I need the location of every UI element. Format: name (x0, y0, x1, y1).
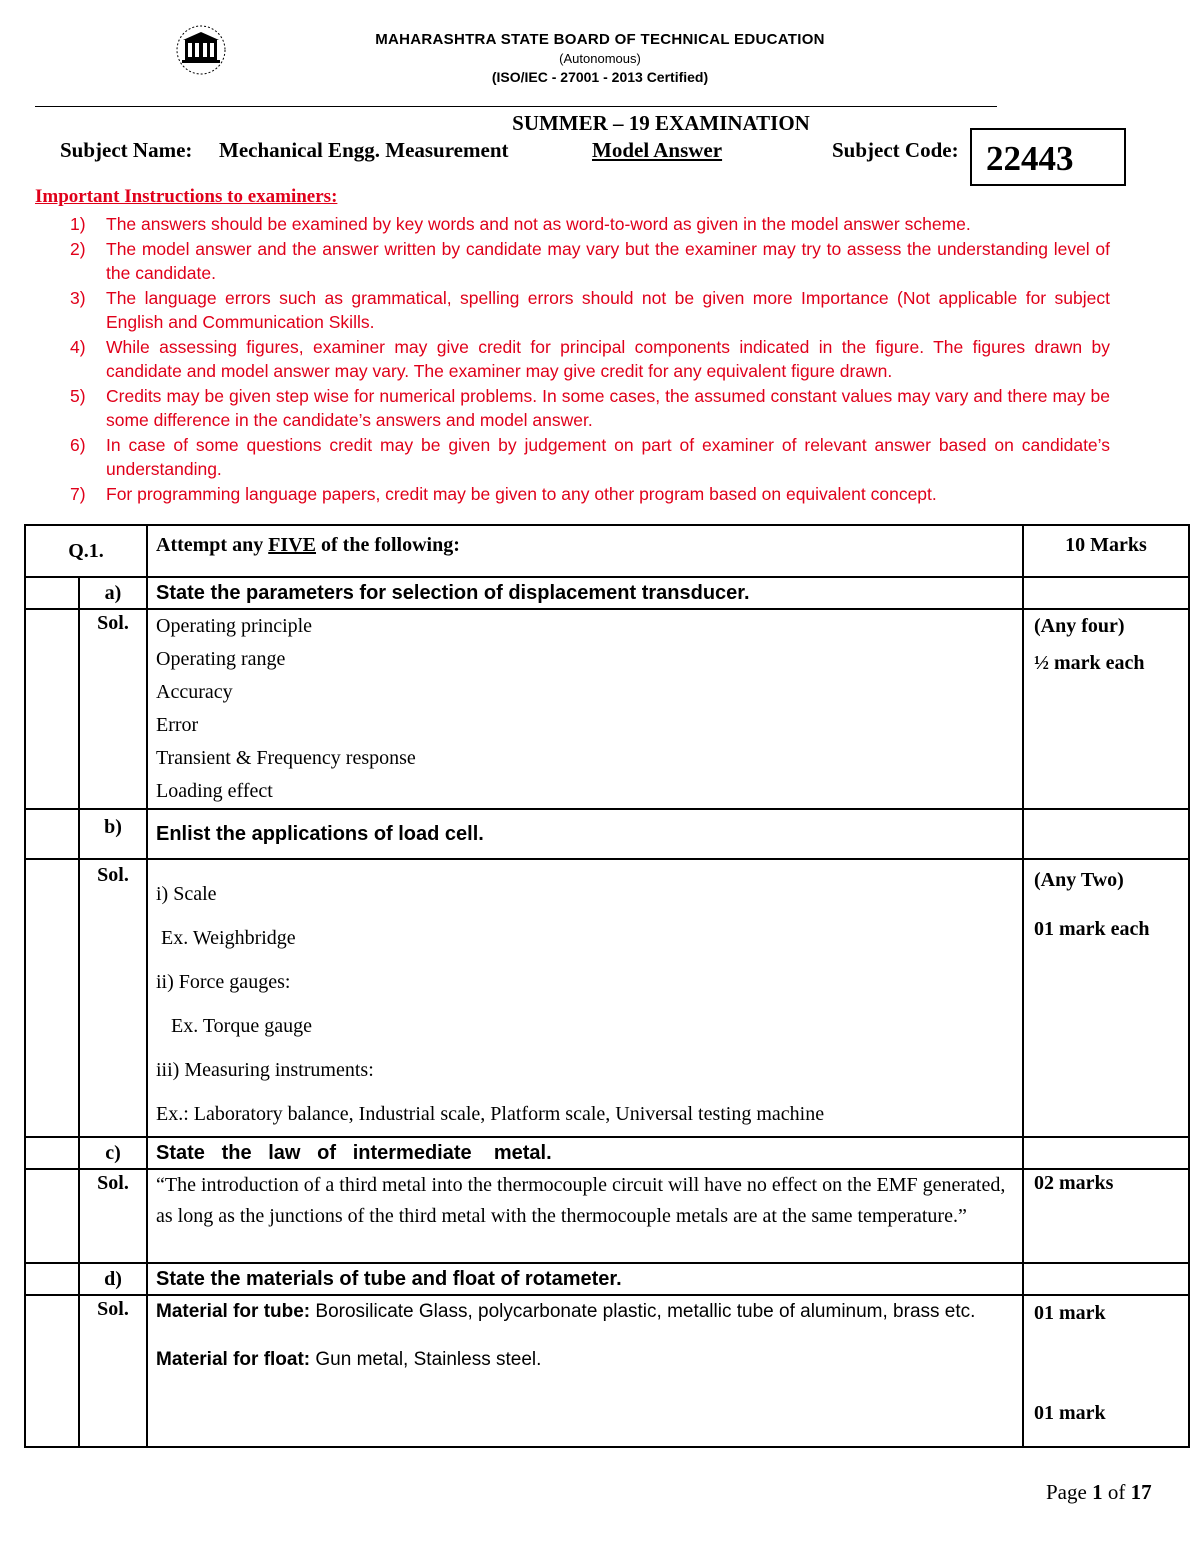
table-row (25, 1169, 1189, 1263)
blank-cell (1023, 1137, 1189, 1169)
sol-label: Sol. (79, 859, 147, 1137)
subject-name-label: Subject Name: (60, 138, 193, 162)
float-material-label: Material for float: (156, 1349, 311, 1370)
marks-note: 01 mark (1034, 1302, 1106, 1324)
marks-note: (Any four) (1034, 615, 1125, 637)
answer-item: iii) Measuring instruments: (156, 1059, 374, 1081)
instructions-list (70, 212, 1110, 506)
float-material (156, 1344, 1014, 1376)
table-row (25, 1137, 1189, 1169)
blank-cell (25, 1169, 79, 1263)
marks-note: 02 marks (1023, 1169, 1189, 1263)
tube-material-text: Borosilicate Glass, polycarbonate plastic, metallic tube of aluminum, brass etc. (310, 1301, 976, 1322)
answer-item: Ex.: Laboratory balance, Industrial scale, Platform scale, Universal testing machine (156, 1103, 825, 1125)
board-name: MAHARASHTRA STATE BOARD OF TECHNICAL EDUCATION (375, 31, 825, 48)
blank-cell (25, 577, 79, 609)
marks-cell (1023, 1295, 1189, 1447)
answer-list (147, 859, 1023, 1137)
instruction-text: The answers should be examined by key words and not as word-to-word as given in the model answer scheme. (106, 214, 971, 234)
instruction-text: While assessing figures, examiner may give credit for principal components indicated in the figure. The figures drawn by candidate and model answer may vary. The examiner may give credit for any equivalent figure drawn. (106, 336, 1110, 381)
marks-note: 01 mark each (1034, 918, 1150, 940)
table-row (25, 577, 1189, 609)
instruction-text: The language errors such as grammatical, spelling errors should not be given more Importance (Not applicable for subject English and Communication Skills. (106, 287, 1110, 332)
part-question: State the parameters for selection of displacement transducer. (147, 577, 1023, 609)
instruction-text: Credits may be given step wise for numerical problems. In some cases, the assumed constant values may vary and there may be some difference in the candidate’s answers and model answer. (106, 385, 1110, 430)
sol-label: Sol. (79, 1295, 147, 1447)
part-question: Enlist the applications of load cell. (147, 809, 1023, 859)
float-material-text: Gun metal, Stainless steel. (310, 1349, 542, 1370)
page-label: Page (1046, 1480, 1093, 1504)
tube-material (156, 1296, 1014, 1328)
question-heading (147, 525, 1023, 577)
page-number (1046, 1480, 1152, 1505)
page-current: 1 (1092, 1480, 1103, 1504)
question-heading-post: of the following: (316, 534, 460, 556)
blank-cell (1023, 809, 1189, 859)
tube-material-label: Material for tube: (156, 1301, 311, 1322)
page-total: 17 (1130, 1480, 1152, 1504)
answer-item: Transient & Frequency response (156, 747, 416, 769)
blank-cell (1023, 577, 1189, 609)
blank-cell (25, 1137, 79, 1169)
answer-item: Loading effect (156, 780, 273, 802)
part-label: d) (79, 1263, 147, 1295)
certification-label: (ISO/IEC - 27001 - 2013 Certified) (491, 69, 709, 85)
subject-code-label: Subject Code: (832, 138, 959, 162)
table-row (25, 1263, 1189, 1295)
marks-note: ½ mark each (1034, 652, 1145, 674)
instruction-number: 2) (70, 238, 86, 259)
answer-list (147, 609, 1023, 809)
blank-cell (25, 1295, 79, 1447)
marks-cell (1023, 859, 1189, 1137)
blank-cell (25, 609, 79, 809)
instruction-text: In case of some questions credit may be given by judgement on part of examiner of relevant answer based on candidate’s understanding. (106, 434, 1110, 479)
answer-item: Accuracy (156, 681, 233, 703)
instruction-item (70, 212, 1110, 237)
instruction-number: 3) (70, 287, 86, 308)
blank-cell (25, 1263, 79, 1295)
instruction-item (70, 286, 1110, 335)
autonomous-label: (Autonomous) (559, 51, 641, 66)
instruction-item (70, 433, 1110, 482)
instruction-item (70, 482, 1110, 507)
answer-item: Ex. Weighbridge (156, 927, 296, 949)
answer-item: Ex. Torque gauge (156, 1015, 312, 1037)
instruction-number: 4) (70, 336, 86, 357)
question-table (24, 524, 1190, 1448)
answer-item: ii) Force gauges: (156, 971, 291, 993)
instruction-number: 7) (70, 483, 86, 504)
table-row (25, 609, 1189, 809)
question-number: Q.1. (25, 525, 147, 577)
blank-cell (1023, 1263, 1189, 1295)
instruction-item (70, 237, 1110, 286)
exam-title: SUMMER – 19 EXAMINATION (512, 111, 810, 135)
instruction-number: 6) (70, 434, 86, 455)
answer-list (147, 1295, 1023, 1447)
table-row (25, 859, 1189, 1137)
sol-label: Sol. (79, 1169, 147, 1263)
blank-cell (25, 809, 79, 859)
subject-code-box: 22443 (970, 128, 1126, 186)
table-row (25, 1295, 1189, 1447)
answer-item: i) Scale (156, 883, 217, 905)
model-answer-label: Model Answer (592, 138, 723, 162)
subject-name: Mechanical Engg. Measurement (219, 138, 509, 162)
part-question: State the materials of tube and float of rotameter. (147, 1263, 1023, 1295)
instruction-number: 1) (70, 214, 86, 234)
blank-cell (25, 859, 79, 1137)
question-marks: 10 Marks (1023, 525, 1189, 577)
instruction-number: 5) (70, 385, 86, 406)
instructions-title: Important Instructions to examiners: (35, 186, 338, 207)
instruction-text: For programming language papers, credit may be given to any other program based on equivalent concept. (106, 483, 937, 504)
table-row (25, 809, 1189, 859)
marks-cell (1023, 609, 1189, 809)
table-row (25, 525, 1189, 577)
answer-item: Operating range (156, 648, 286, 670)
part-question: State the law of intermediate metal. (147, 1137, 1023, 1169)
answer-text: “The introduction of a third metal into the thermocouple circuit will have no effect on the EMF generated, as long as the junctions of the third metal with the thermocouple metals are at the same temperature.” (147, 1169, 1023, 1263)
marks-note: 01 mark (1034, 1402, 1106, 1424)
part-label: c) (79, 1137, 147, 1169)
header-divider (35, 106, 997, 107)
instruction-item (70, 384, 1110, 433)
part-label: a) (79, 577, 147, 609)
instruction-text: The model answer and the answer written by candidate may vary but the examiner may try to assess the understanding level of the candidate. (106, 238, 1110, 283)
question-heading-emph: FIVE (268, 534, 317, 556)
marks-note: (Any Two) (1034, 869, 1124, 891)
part-label: b) (79, 809, 147, 859)
sol-label: Sol. (79, 609, 147, 809)
instruction-item (70, 335, 1110, 384)
answer-item: Error (156, 714, 199, 736)
answer-item: Operating principle (156, 615, 313, 637)
page-of-label: of (1102, 1480, 1131, 1504)
question-heading-pre: Attempt any (156, 534, 269, 556)
